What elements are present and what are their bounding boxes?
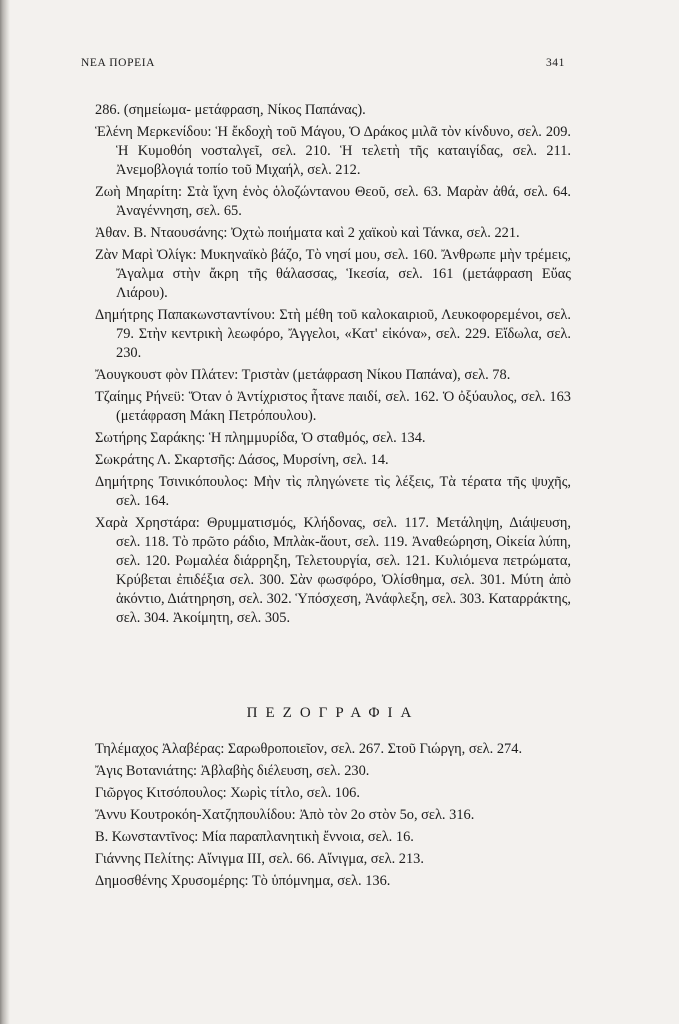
index-entry: Ἄγις Βοτανιάτης: Ἀβλαβὴς διέλευση, σελ. 230. (95, 763, 370, 779)
page-number: 341 (545, 57, 565, 69)
section-heading-prose: ΠΕΖΟΓΡΑΦΙΑ (246, 705, 420, 721)
journal-title: ΝΕΑ ΠΟΡΕΙΑ (81, 57, 156, 69)
index-entry: Χαρὰ Χρηστάρα: Θρυμματισμός, Κλήδονας, σελ. 117. Μετάληψη, Διάψευση, σελ. 118. Τὸ πρῶτο ράδιο, Μπλὰκ-ἄουτ, σελ. 119. Ἀναθεώρηση, Οἰκεία λύπη, σελ. 120. Ρωμαλέα διάρρηξη, Τελετουργία, σελ. 121. Κυλιόμενα πετρώματα, Κρύβεται ἐπιδέξια σελ. 300. Σὰν φωσφόρο, Ὀλίσθημα, σελ. 301. Μύτη ἀπὸ ἀκόντιο, Διάτηρηση, σελ. 302. Ὑπόσχεση, Ἀνάφλεξη, σελ. 303. Καταρράκτης, σελ. 304. Ἀκοίμητη, σελ. 305. (95, 515, 571, 626)
index-entry: Δημήτρης Τσινικόπουλος: Μὴν τὶς πληγώνετε τὶς λέξεις, Τὰ τέρατα τῆς ψυχῆς, σελ. 164. (95, 474, 571, 509)
prose-index (95, 740, 571, 894)
index-entry: 286. (σημείωμα- μετάφραση, Νίκος Παπάνας). (95, 102, 366, 118)
index-entry: Ἑλένη Μερκενίδου: Ἡ ἔκδοχὴ τοῦ Μάγου, Ὁ Δράκος μιλᾶ τὸν κίνδυνο, σελ. 209. Ἡ Κυμοθόη νοσταλγεῖ, σελ. 210. Ἡ τελετὴ τῆς καταιγίδας, σελ. 211. Ἀνεμοβλογιά τοπίο τοῦ Μιχαήλ, σελ. 212. (95, 124, 571, 178)
index-entry: Β. Κωνσταντῖνος: Μία παραπλανητικὴ ἔννοια, σελ. 16. (95, 829, 414, 845)
index-entry: Ζωὴ Μηαρίτη: Στὰ ἴχνη ἑνὸς ὁλοζώντανου Θεοῦ, σελ. 63. Μαρὰν ἀθά, σελ. 64. Ἀναγέννηση, σελ. 65. (95, 184, 571, 219)
index-entry: Τηλέμαχος Ἀλαβέρας: Σαρωθροποιεῖον, σελ. 267. Στοῦ Γιώργη, σελ. 274. (95, 741, 523, 757)
poetry-index (95, 101, 571, 631)
index-entry: Ἄννυ Κουτροκόη-Χατζηπουλίδου: Ἀπὸ τὸν 2ο στὸν 5ο, σελ. 316. (95, 807, 475, 823)
index-entry: Τζαίημς Ρήνεϋ: Ὅταν ὁ Ἀντίχριστος ἦτανε παιδί, σελ. 162. Ὁ ὀξύαυλος, σελ. 163 (μετάφραση Μάκη Πετρόπουλου). (95, 389, 571, 424)
index-entry: Δημήτρης Παπακωνσταντίνου: Στὴ μέθη τοῦ καλοκαιριοῦ, Λευκοφορεμένοι, σελ. 79. Στὴν κεντρικὴ λεωφόρο, Ἄγγελοι, «Κατ' εἰκόνα», σελ. 229. Εἴδωλα, σελ. 230. (95, 307, 571, 361)
index-entry: Ἄουγκουστ φὸν Πλάτεν: Τριστὰν (μετάφραση Νίκου Παπάνα), σελ. 78. (95, 367, 511, 383)
index-entry: Ἀθαν. Β. Νταουσάνης: Ὀχτὼ ποιήματα καὶ 2 χαϊκοὺ καὶ Τάνκα, σελ. 221. (95, 225, 520, 241)
index-entry: Δημοσθένης Χρυσομέρης: Τὸ ὑπόμνημα, σελ. 136. (95, 873, 391, 889)
page-binding-shadow (0, 0, 10, 1024)
index-entry: Ζὰν Μαρὶ Ὀλίγκ: Μυκηναϊκὸ βάζο, Τὸ νησί μου, σελ. 160. Ἄνθρωπε μὴν τρέμεις, Ἄγαλμα στὴν ἄκρη τῆς θάλασσας, Ἱκεσία, σελ. 161 (μετάφραση Εὔας Λιάρου). (95, 247, 571, 301)
index-entry: Γιῶργος Κιτσόπουλος: Χωρὶς τίτλο, σελ. 106. (95, 785, 360, 801)
index-entry: Σωκράτης Λ. Σκαρτσῆς: Δάσος, Μυρσίνη, σελ. 14. (95, 452, 389, 468)
index-entry: Σωτήρης Σαράκης: Ἡ πλημμυρίδα, Ὁ σταθμός, σελ. 134. (95, 430, 426, 446)
index-entry: Γιάννης Πελίτης: Αἴνιγμα III, σελ. 66. Αἴνιγμα, σελ. 213. (95, 851, 424, 867)
